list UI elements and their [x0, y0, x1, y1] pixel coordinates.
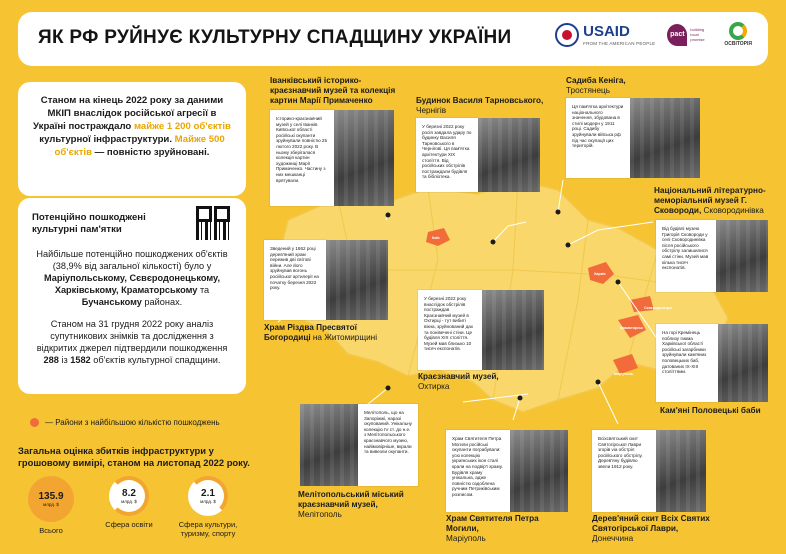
site-okhtyrka-title: Краєзнавчий музей,	[418, 372, 499, 381]
p1-b: Маріупольському, Сєвєродонецькому, Харківському, Краматорському	[43, 273, 221, 295]
pact-sub: building local promise	[690, 27, 705, 42]
loss-culture	[168, 476, 248, 538]
site-melitopol-title: Мелітопольський міський краєзнавчий музей,	[298, 490, 404, 509]
site-kenig-desc: Ця пам'ятка архітектури національного значення, збудована в стилі модерн у 1911 році. Садибу зруйнували війська рф під час окупації цих територій.	[566, 98, 630, 178]
intro-highlight-1: майже 1 200 об'єктів	[133, 121, 231, 132]
site-skit-photo	[656, 430, 706, 512]
p2-a: Станом на 31 грудня 2022 року аналіз супутникових знімків та дослідження з відкритих джерел підтвердили пошкодження	[36, 319, 228, 353]
osvitoria-ring-icon	[729, 22, 747, 40]
site-melitopol-caption	[298, 490, 428, 520]
loss-education	[94, 476, 164, 529]
site-tarnovsky-photo	[478, 118, 540, 192]
city-sievierodonetsk: Сєвєродонецьк	[644, 306, 672, 310]
site-tarnovsky-title: Будинок Василя Тарновського,	[416, 96, 544, 105]
p2-d: 1582	[70, 355, 91, 365]
usaid-seal-icon	[555, 23, 579, 47]
losses-circles	[18, 476, 268, 546]
site-tarnovsky-desc: У березні 2022 року росія завдала удару по будинку Василя Тарновського в Чернігові. Ця пам'ятка архітектури XIX століття. Від російських обстрілів постраждали будівля та бібліотека.	[416, 118, 478, 192]
intro-part2: культурної інфраструктури.	[39, 134, 175, 145]
site-skit-title: Дерев'яний скит Всіх Святих Святогірської Лаври,	[592, 514, 710, 533]
site-ivankiv-desc: Історико-краєзнавчий музей у селі Іванків Київської області російські окупанти зруйнували повністю 25 лютого 2022 року. В ньому зберігалася колекція картин художниці Марії Примаченко. Частину з них мешканці врятували.	[270, 110, 334, 206]
site-ivankiv-title: Іванківський історико-краєзнавчий музей та колекція картин Марії Примаченко	[270, 76, 396, 105]
loss-total	[16, 476, 86, 535]
site-skit-caption	[592, 514, 722, 544]
site-skovoroda-desc: Від будівлі музею Григорія Сковороди у селі Сковородинівка після російського обстрілу залишилися самі стіни. Музей мав кілька тисяч експонатів.	[656, 220, 716, 292]
intro-part3: — повністю зруйновані.	[91, 147, 210, 158]
qr-code-icon	[196, 206, 230, 240]
site-okhtyrka-caption	[418, 372, 518, 392]
site-okhtyrka-loc: Охтирка	[418, 382, 450, 391]
site-skovoroda-loc: Сковородинівка	[703, 206, 764, 215]
site-skovoroda-photo	[716, 220, 768, 292]
hotspot-dot-icon	[30, 418, 39, 427]
site-skovoroda-title: Національний літературно-меморіальний музей Г. Сковороди,	[654, 186, 766, 215]
site-mohyla-title: Храм Святителя Петра Могили,	[446, 514, 539, 533]
map-legend	[30, 418, 220, 427]
city-mariupol: Маріуполь	[614, 372, 633, 376]
p1-d: Бучанському	[81, 297, 142, 307]
site-kenig-photo	[630, 98, 700, 178]
osvitoria-logo	[724, 22, 752, 47]
site-tarnovsky-loc: Чернігів	[416, 106, 447, 115]
p1-a: Найбільше потенційно пошкоджених об'єктів (38,9% від загальної кількості) було у	[36, 249, 228, 271]
city-kyiv: Київ	[432, 236, 440, 240]
partner-logos	[555, 22, 752, 47]
loss-total-unit: млрд. $	[43, 501, 59, 507]
city-kharkiv: Харків	[594, 272, 606, 276]
site-babas-title: Кам'яні Половецькі баби	[660, 406, 761, 415]
potential-paragraph-1	[32, 248, 232, 308]
site-babas-photo	[718, 324, 768, 402]
intro-highlight-2: Майже 500 об'єктів	[54, 134, 225, 158]
potential-title: Потенційно пошкоджені культурні пам'ятки	[32, 212, 146, 235]
site-kenig-title: Садиба Кеніга,	[566, 76, 626, 85]
loss-total-value: 135.9	[38, 490, 64, 502]
site-kenig-loc: Тростянець	[566, 86, 610, 95]
loss-culture-label: Сфера культури, туризму, спорту	[178, 520, 238, 538]
loss-culture-unit: млрд. $	[200, 498, 216, 504]
site-rizdva-desc: Зведений у 1862 році дерев'яний храм пережив дві світові війни. Але його зруйнував вогонь російської артилерії на початку березня 2022 року.	[264, 240, 326, 320]
p1-c: та	[197, 285, 210, 295]
site-okhtyrka-photo	[482, 290, 544, 370]
site-ivankiv-photo	[334, 110, 394, 206]
site-skit-desc: Всіхсвятський скит Святогірської Лаври згорів via обстріл російського обстрілу. Дерев'яну будівлю звели 1912 року.	[592, 430, 656, 512]
loss-education-unit: млрд. $	[121, 498, 137, 504]
intro-card	[18, 82, 246, 196]
loss-culture-value: 2.1	[201, 487, 215, 499]
loss-total-label: Всього	[39, 526, 63, 535]
site-mohyla-photo	[510, 430, 568, 512]
loss-education-ring	[109, 476, 149, 516]
p2-e: об'єктів культурної спадщини.	[90, 355, 221, 365]
city-kramatorsk: Краматорськ	[620, 326, 644, 330]
p2-c: із	[58, 355, 71, 365]
site-melitopol-desc: Мелітополь, що на Запоріжжі, наразі окупований. Унікальну колекцію IV ст. до н.е. з Мелітопольського краєзнавчого музею, найімовірніше, вкрали та вивезли окупанти.	[358, 404, 418, 486]
loss-total-ring	[28, 476, 74, 522]
site-skit-loc: Донеччина	[592, 534, 634, 543]
potential-card	[18, 198, 246, 394]
site-skovoroda-caption	[654, 186, 772, 216]
usaid-sub: FROM THE AMERICAN PEOPLE	[583, 41, 656, 46]
loss-education-label: Сфера освіти	[105, 520, 153, 529]
site-tarnovsky-caption	[416, 96, 546, 116]
site-melitopol-loc: Мелітополь	[298, 510, 342, 519]
site-okhtyrka-desc: У березні 2022 року внаслідок обстрілів постраждав Краєзнавчий музей в Охтирці - тут вибиті вікна, зруйнований дах та понівечені стіни. Це будівля XIX століття. Музей мав близько 10 тисяч експонатів.	[418, 290, 482, 370]
usaid-logo	[555, 23, 655, 47]
pact-label: pact	[667, 24, 687, 46]
site-kenig-caption	[566, 76, 656, 96]
legend-text: — Райони з найбільшою кількістю пошкоджень	[45, 418, 220, 427]
osvitoria-label: ОСВІТОРІЯ	[724, 41, 752, 47]
p1-e: районах.	[141, 297, 183, 307]
site-rizdva-photo	[326, 240, 388, 320]
site-rizdva-loc: на Житомирщині	[312, 333, 378, 342]
usaid-label: USAID	[583, 23, 630, 40]
site-mohyla-loc: Маріуполь	[446, 534, 486, 543]
site-melitopol-photo	[300, 404, 358, 486]
loss-education-value: 8.2	[122, 487, 136, 499]
site-babas-desc: На горі Кремінець поблизу Ізюма Харківської області російські загарбники зруйнували кам'яних половецьких баб, датованих IX-XIII століттями.	[656, 324, 718, 402]
site-mohyla-caption	[446, 514, 556, 544]
site-rizdva-caption	[264, 323, 394, 343]
site-mohyla-desc: Храм Святителя Петра Могили російські окупанти пограбували: усю колекцію українських ікон сталі крали на подвір'ї храму. Будівля храму унікальна, адже повністю оздоблена ручним Петриківським розписом.	[446, 430, 510, 512]
loss-culture-ring	[188, 476, 228, 516]
p2-b: 288	[43, 355, 59, 365]
page-title: ЯК РФ РУЙНУЄ КУЛЬТУРНУ СПАДЩИНУ УКРАЇНИ	[38, 27, 512, 48]
header-banner	[18, 12, 768, 66]
pact-logo	[667, 24, 712, 46]
intro-part1: Станом на кінець 2022 року за даними МКІП внаслідок російської агресії в Україні постраждало	[33, 95, 224, 132]
losses-title: Загальна оцінка збитків інфраструктури у грошовому вимірі, станом на листопад 2022 року.	[18, 445, 250, 468]
site-rizdva-title: Храм Різдва Пресвятої Богородиці	[264, 323, 357, 342]
potential-paragraph-2	[32, 318, 232, 366]
